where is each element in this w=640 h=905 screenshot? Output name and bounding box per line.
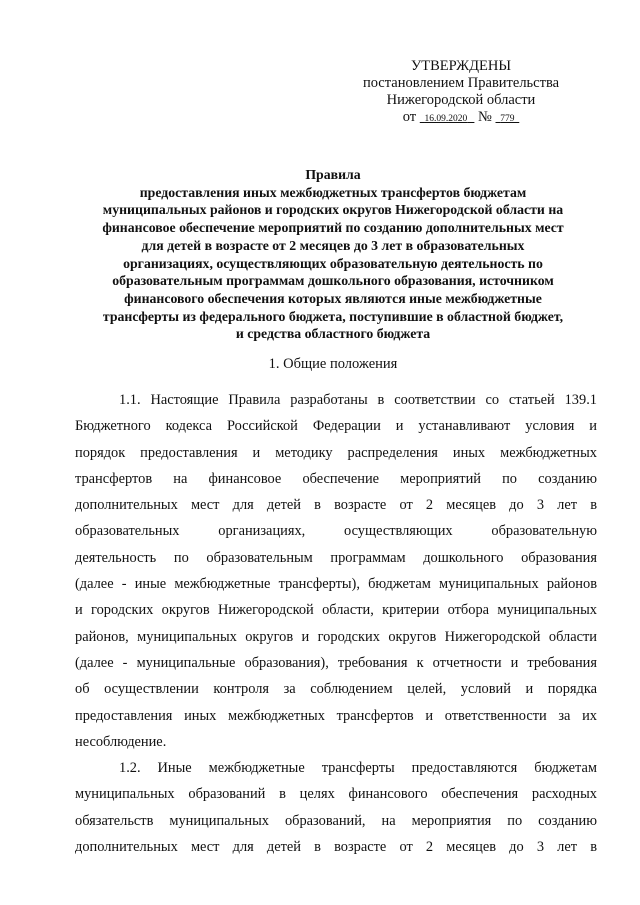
approved-region: Нижегородской области (386, 92, 536, 108)
approval-date: 16.09.2020 (424, 114, 468, 124)
title-heading: Правила (305, 167, 361, 182)
document-title (70, 166, 596, 343)
paragraph-line: 1.2. Иные межбюджетные трансферты предоставляются бюджетам (119, 760, 597, 777)
paragraph-line: обязательств муниципальных образований, на мероприятия по созданию (75, 812, 597, 829)
approved-by-resolution: постановлением Правительства (362, 75, 560, 91)
body-text (75, 387, 597, 860)
paragraph-line: образовательных организациях, осуществляющих образовательную (75, 523, 597, 540)
title-line: образовательным программам дошкольного образования, источником (112, 273, 554, 289)
title-line: трансферты из федерального бюджета, поступившие в областной бюджет, (102, 308, 564, 324)
title-line: муниципальных районов и городских округов Нижегородской области на (102, 202, 564, 218)
paragraph-line: об осуществлении контроля за соблюдением целей, условий и порядка (75, 681, 597, 698)
paragraph-line: несоблюдение. (75, 733, 167, 750)
approval-date-number (356, 109, 566, 128)
number-label: № (478, 109, 492, 125)
paragraph-line: деятельность по образовательным программам дошкольного образования (75, 549, 597, 566)
title-line: и средства областного бюджета (235, 326, 431, 342)
paragraph-line: и городских округов Нижегородской области, критерии отбора муниципальных (75, 602, 597, 619)
paragraph-1-2 (75, 755, 597, 860)
paragraph-line: дополнительных мест для детей в возрасте от 2 месяцев до 3 лет в (75, 497, 597, 514)
approval-block (356, 58, 566, 128)
title-line: предоставления иных межбюджетных трансфертов бюджетам (139, 184, 527, 200)
paragraph-line: (далее - иные межбюджетные трансферты), бюджетам муниципальных районов (75, 576, 597, 593)
title-line: организациях, осуществляющих образовательную деятельность по (123, 255, 543, 271)
approval-number: 779 (500, 114, 515, 124)
paragraph-line: дополнительных мест для детей в возрасте от 2 месяцев до 3 лет в (75, 839, 597, 856)
paragraph-line: Бюджетного кодекса Российской Федерации и устанавливают условия и (75, 418, 597, 435)
paragraph-line: трансфертов на финансовое обеспечение мероприятий по созданию (75, 470, 597, 487)
paragraph-line: (далее - муниципальные образования), требования к отчетности и требования (75, 654, 597, 671)
paragraph-line: порядок предоставления и методику распределения иных межбюджетных (75, 444, 597, 461)
title-line: финансового обеспечения которых являются иные межбюджетные (124, 290, 542, 306)
title-line: финансовое обеспечение мероприятий по созданию дополнительных мест (102, 220, 564, 236)
section-heading: 1. Общие положения (268, 356, 398, 372)
paragraph-line: муниципальных образований в целях финансового обеспечения расходных (75, 786, 597, 803)
paragraph-line: предоставления иных межбюджетных трансфертов и ответственности за их (75, 707, 597, 724)
paragraph-line: районов, муниципальных округов и городских округов Нижегородской области (75, 628, 597, 645)
from-label: от (402, 109, 417, 125)
title-line: для детей в возрасте от 2 месяцев до 3 лет в образовательных (141, 237, 525, 253)
paragraph-1-1 (75, 387, 597, 755)
approved-label: УТВЕРЖДЕНЫ (410, 58, 512, 74)
paragraph-line: 1.1. Настоящие Правила разработаны в соответствии со статьей 139.1 (119, 392, 597, 408)
